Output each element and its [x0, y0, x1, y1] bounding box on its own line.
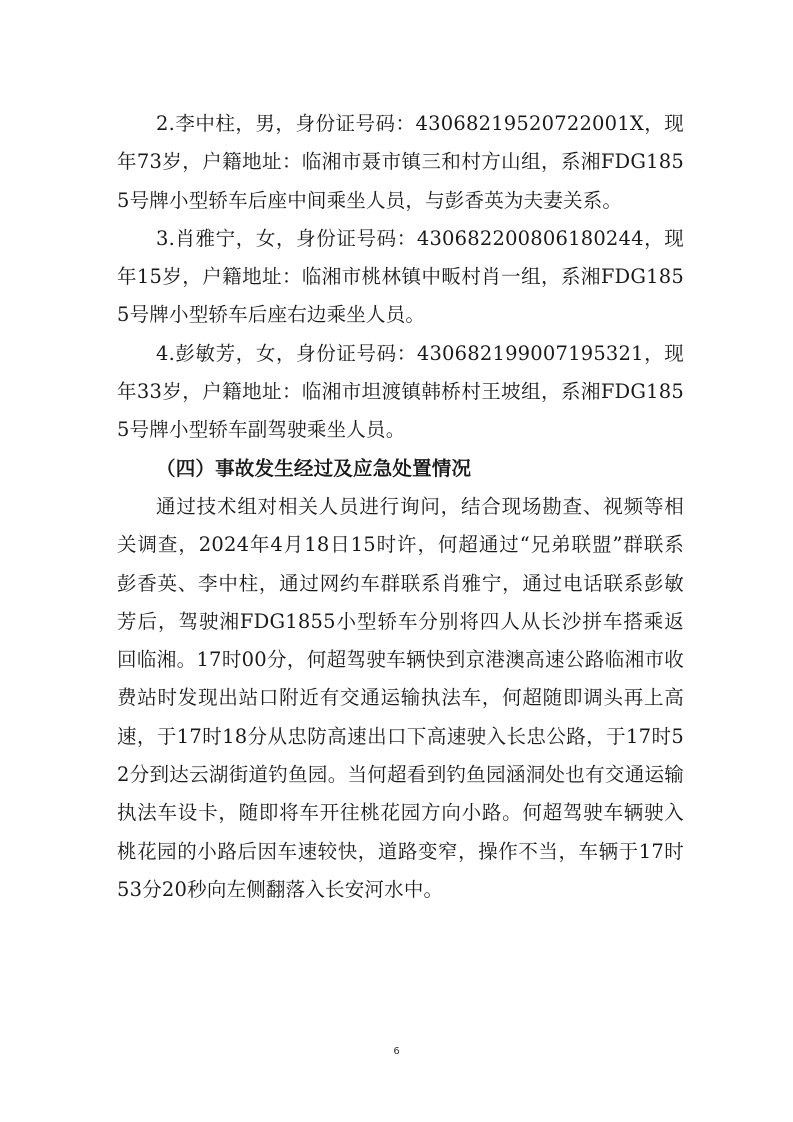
section-heading: （四）事故发生经过及应急处置情况 — [156, 456, 472, 480]
page-number: 6 — [393, 1046, 400, 1057]
paragraph-person-2: 2.李中柱，男，身份证号码：43068219520722001X，现年73岁，户籍地址：临湘市聂市镇三和村方山组，系湘FDG1855号牌小型轿车后座中间乘坐人员，与彭香英为夫妻关系。 — [117, 112, 684, 212]
paragraph-person-4: 4.彭敏芳，女，身份证号码：430682199007195321，现年33岁，户籍地址：临湘市坦渡镇韩桥村王坡组，系湘FDG1855号牌小型轿车副驾驶乘坐人员。 — [117, 341, 684, 442]
document-body — [117, 105, 684, 909]
paragraph-person-3: 3.肖雅宁，女，身份证号码：430682200806180244，现年15岁，户籍地址：临湘市桃林镇中畈村肖一组，系湘FDG1855号牌小型轿车后座右边乘坐人员。 — [117, 226, 684, 327]
paragraph-narrative: 通过技术组对相关人员进行询问，结合现场勘查、视频等相关调查，2024年4月18日15时许，何超通过“兄弟联盟”群联系彭香英、李中柱，通过网约车群联系肖雅宁，通过电话联系彭敏芳后，驾驶湘FDG1855小型轿车分别将四人从长沙拼车搭乘返回临湘。17时00分，何超驾驶车辆快到京港澳高速公路临湘市收费站时发现出站口附近有交通运输执法车，何超随即调头再上高速，于17时18分从忠防高速出口下高速驶入长忠公路，于17时52分到达云湖街道钓鱼园。当何超看到钓鱼园涵洞处也有交通运输执法车设卡，随即将车开往桃花园方向小路。何超驾驶车辆驶入桃花园的小路后因车速较快，道路变窄，操作不当，车辆于17时53分20秒向左侧翻落入长安河水中。 — [117, 494, 684, 901]
